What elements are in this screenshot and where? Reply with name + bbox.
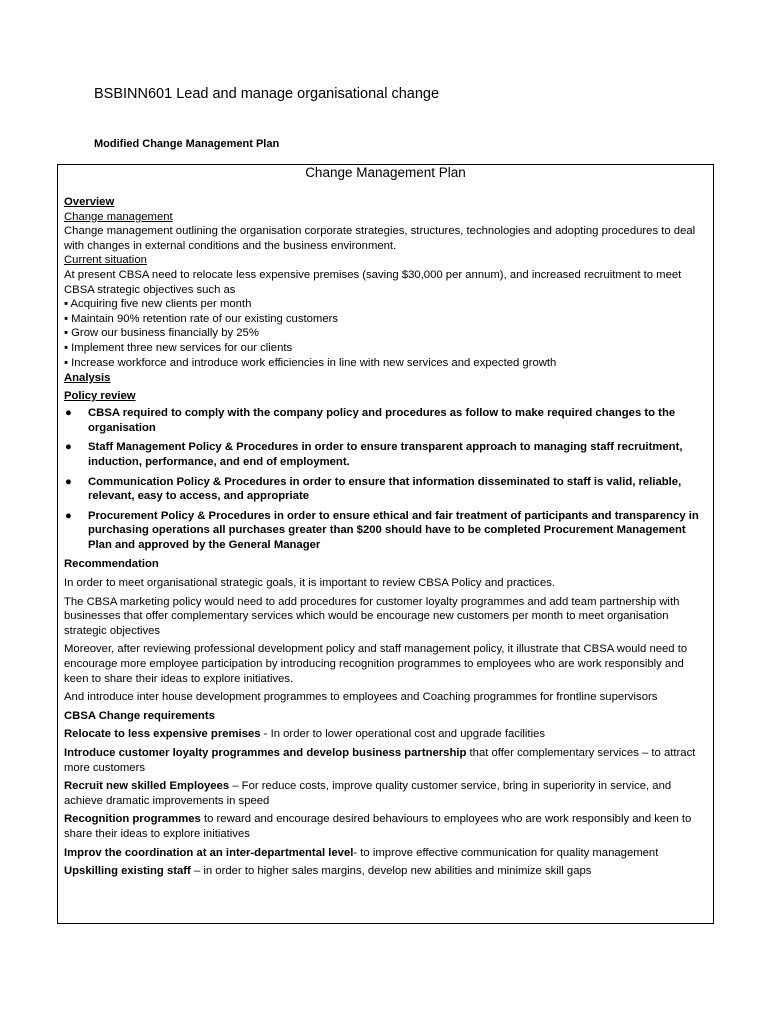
plan-title [64,165,707,195]
policy-text: Procurement Policy & Procedures in order to ensure ethical and fair treatment of participants and transparency in purchasing operations all purchases greater than $200 should have to be completed Procurement Management Plan and approved by the General Manager [88,509,699,551]
overview-heading: Overview [64,196,115,208]
policy-review-heading: Policy review [64,390,136,403]
bullet-icon: ● [65,441,72,454]
objective-item: ▪ Implement three new services for our clients [64,341,293,354]
bullet-icon: ● [65,475,72,488]
document-subtitle: Modified Change Management Plan [94,138,280,150]
requirement-item [64,779,707,808]
requirement-title: Introduce customer loyalty programmes and develop business partnership [64,747,467,759]
change-management-text: Change management outlining the organisation corporate strategies, structures, technologies and adopting procedures to deal with changes in external conditions and the business environment. [64,225,696,252]
recommendation-heading: Recommendation [64,558,159,571]
requirement-text: – in order to higher sales margins, develop new abilities and minimize skill gaps [190,865,592,878]
policy-item [64,440,707,469]
document-title: BSBINN601 Lead and manage organisational change [94,86,440,102]
analysis-heading: Analysis [64,372,111,385]
requirement-title: Recruit new skilled Employees [64,780,230,793]
requirement-item [64,746,707,775]
policy-item [64,475,707,504]
requirement-text: – For reduce costs, improve quality customer service, bring in superiority in service, and achieve dramatic improvements in speed [64,780,672,807]
plan-title-text: Change Management Plan [305,165,466,180]
requirement-title: Upskilling existing staff [64,865,191,878]
policy-list [64,406,707,552]
recommendation-paragraph: Moreover, after reviewing professional development policy and staff management policy, it illustrate that CBSA would need to encourage more employee participation by introducing recognition programmes to employees who are work responsibly and keen to share their ideas to explore initiatives. [64,643,688,685]
requirement-text: to reward and encourage desired behaviours to employees who are work responsibly and keen to share their ideas to explore initiatives [64,813,692,840]
bullet-icon: ● [65,407,72,420]
requirement-title: Recognition programmes [64,813,201,826]
objective-item: ▪ Grow our business financially by 25% [64,327,259,340]
recommendation-paragraph: And introduce inter house development programmes to employees and Coaching programmes for frontline supervisors [64,691,658,704]
recommendation-paragraph: The CBSA marketing policy would need to add procedures for customer loyalty programmes and add team partnership with businesses that offer complementary services which would be encourage new customers per month to meet organisation strategic objectives [64,595,680,637]
policy-item [64,406,707,435]
requirement-item [64,864,707,879]
change-management-heading: Change management [64,210,173,223]
policy-text: CBSA required to comply with the company policy and procedures as follow to make required changes to the organisation [88,407,676,434]
requirement-text: - In order to lower operational cost and upgrade facilities [260,728,546,741]
requirement-text: - to improve effective communication for quality management [353,846,659,859]
requirement-title: Improv the coordination at an inter-departmental level [64,846,354,859]
requirement-item [64,727,707,742]
requirement-text: that offer complementary services – to attract more customers [64,747,696,774]
objective-item: ▪ Maintain 90% retention rate of our existing customers [64,312,339,325]
objective-item: ▪ Acquiring five new clients per month [64,298,252,311]
bullet-icon: ● [65,509,72,522]
requirement-item [64,846,707,861]
requirements-heading: CBSA Change requirements [64,709,215,722]
policy-item [64,509,707,553]
objective-item: ▪ Increase workforce and introduce work efficiencies in line with new services and expected growth [64,356,557,369]
requirement-item [64,812,707,841]
change-management-plan-box [57,164,714,924]
policy-text: Communication Policy & Procedures in order to ensure that information disseminated to staff is valid, reliable, relevant, easy to access, and appropriate [88,475,682,503]
objectives-list [64,297,707,370]
recommendation-paragraph: In order to meet organisational strategic goals, it is important to review CBSA Policy and practices. [64,577,556,590]
current-situation-heading: Current situation [64,254,147,267]
policy-text: Staff Management Policy & Procedures in order to ensure transparent approach to managing staff recruitment, induction, performance, and end of employment. [88,441,683,468]
requirement-title: Relocate to less expensive premises [64,728,261,741]
current-situation-text: At present CBSA need to relocate less expensive premises (saving $30,000 per annum), and increased recruitment to meet CBSA strategic objectives such as [64,268,682,296]
